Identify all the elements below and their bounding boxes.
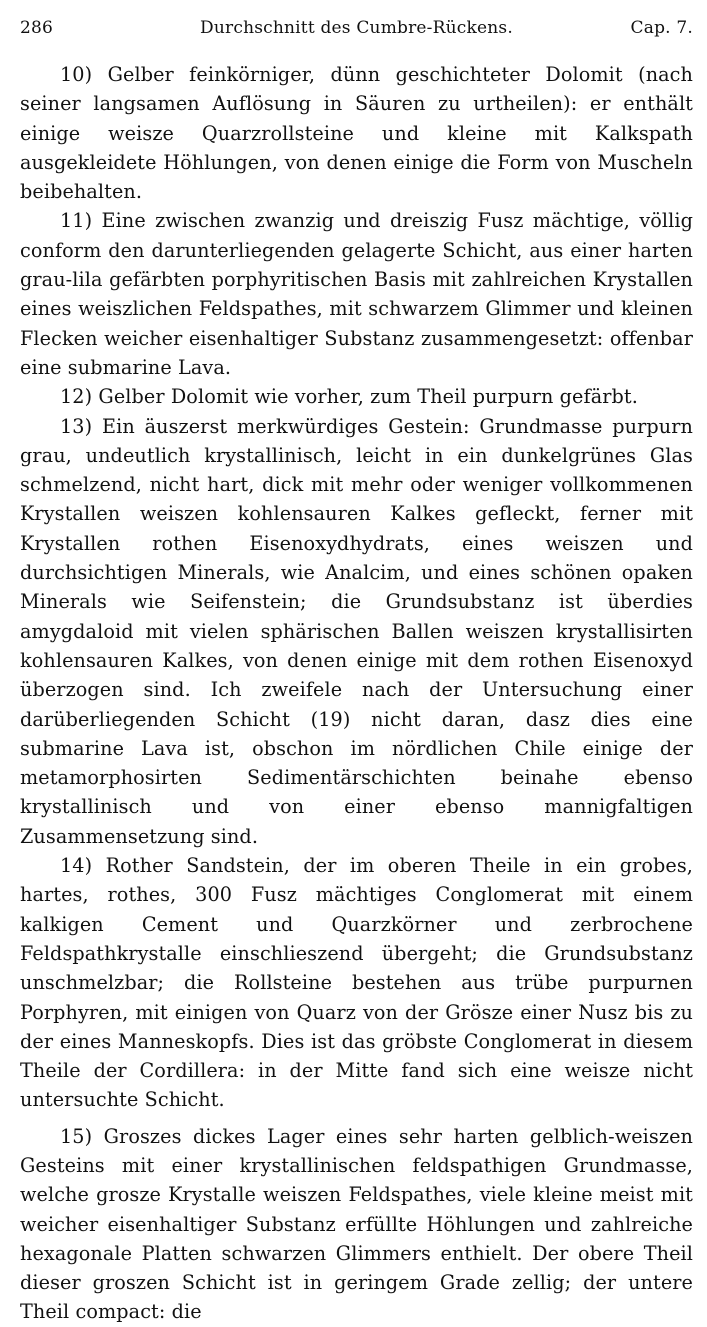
paragraph-12: 12) Gelber Dolomit wie vorher, zum Theil purpurn gefärbt. [60,385,638,409]
paragraph-14: 14) Rother Sandstein, der im oberen Theile in ein grobes, hartes, rothes, 300 Fusz mächtiges Conglomerat mit einem kalkigen Cement und Quarzkörner und zerbrochene Feldspathkrystalle einschlieszend übergeht; die Grundsubstanz unschmelzbar; die Rollsteine bestehen aus trübe purpurnen Porphyren, mit einigen von Quarz von der Grösze einer Nusz bis zu der eines Manneskopfs. Dies ist das gröbste Conglomerat in diesem Theile der Cordillera: in der Mitte fand sich eine weisze nicht untersuchte Schicht. [20,854,693,1112]
paragraph-10: 10) Gelber feinkörniger, dünn geschichteter Dolomit (nach seiner langsamen Auflösung in Säuren zu urtheilen): er enthält einige weisze Quarzrollsteine und kleine mit Kalkspath ausgekleidete Höhlungen, von denen einige die Form von Muscheln beibehalten. [20,63,693,204]
paragraph-11: 11) Eine zwischen zwanzig und dreiszig Fusz mächtige, völlig conform den darunterliegenden gelagerte Schicht, aus einer harten grau-lila gefärbten porphyritischen Basis mit zahlreichen Krystallen eines weiszlichen Feldspathes, mit schwarzem Glimmer und kleinen Flecken weicher eisenhaltiger Substanz zusammengesetzt: offenbar eine submarine Lava. [20,209,693,379]
running-title: Durchschnitt des Cumbre-Rückens. [200,18,513,38]
page-header [20,18,693,44]
body-text [20,60,693,1327]
paragraph-13: 13) Ein äuszerst merkwürdiges Gestein: Grundmasse purpurn grau, undeutlich krystallinisch, leicht in ein dunkelgrünes Glas schmelzend, nicht hart, dick mit mehr oder weniger vollkommenen Krystallen weiszen kohlensauren Kalkes gefleckt, ferner mit Krystallen rothen Eisenoxydhydrats, eines weiszen und durchsichtigen Minerals, wie Analcim, und eines schönen opaken Minerals wie Seifenstein; die Grundsubstanz ist überdies amygdaloid mit vielen sphärischen Ballen weiszen krystallisirten kohlensauren Kalkes, von denen einige mit dem rothen Eisenoxyd überzogen sind. Ich zweifele nach der Untersuchung einer darüberliegenden Schicht (19) nicht daran, dasz dies eine submarine Lava ist, obschon im nördlichen Chile einige der metamorphosirten Sedimentärschichten beinahe ebenso krystallinisch und von einer ebenso mannigfaltigen Zusammensetzung sind. [20,414,693,848]
page-number: 286 [20,18,54,38]
chapter-label: Cap. 7. [630,18,693,38]
paragraph-15: 15) Groszes dickes Lager eines sehr harten gelblich-weiszen Gesteins mit einer krystallinischen feldspathigen Grundmasse, welche grosze Krystalle weiszen Feldspathes, viele kleine meist mit weicher eisenhaltiger Substanz erfüllte Höhlungen und zahlreiche hexagonale Platten schwarzen Glimmers enthielt. Der obere Theil dieser groszen Schicht ist in geringem Grade zellig; der untere Theil compact: die [20,1124,693,1324]
